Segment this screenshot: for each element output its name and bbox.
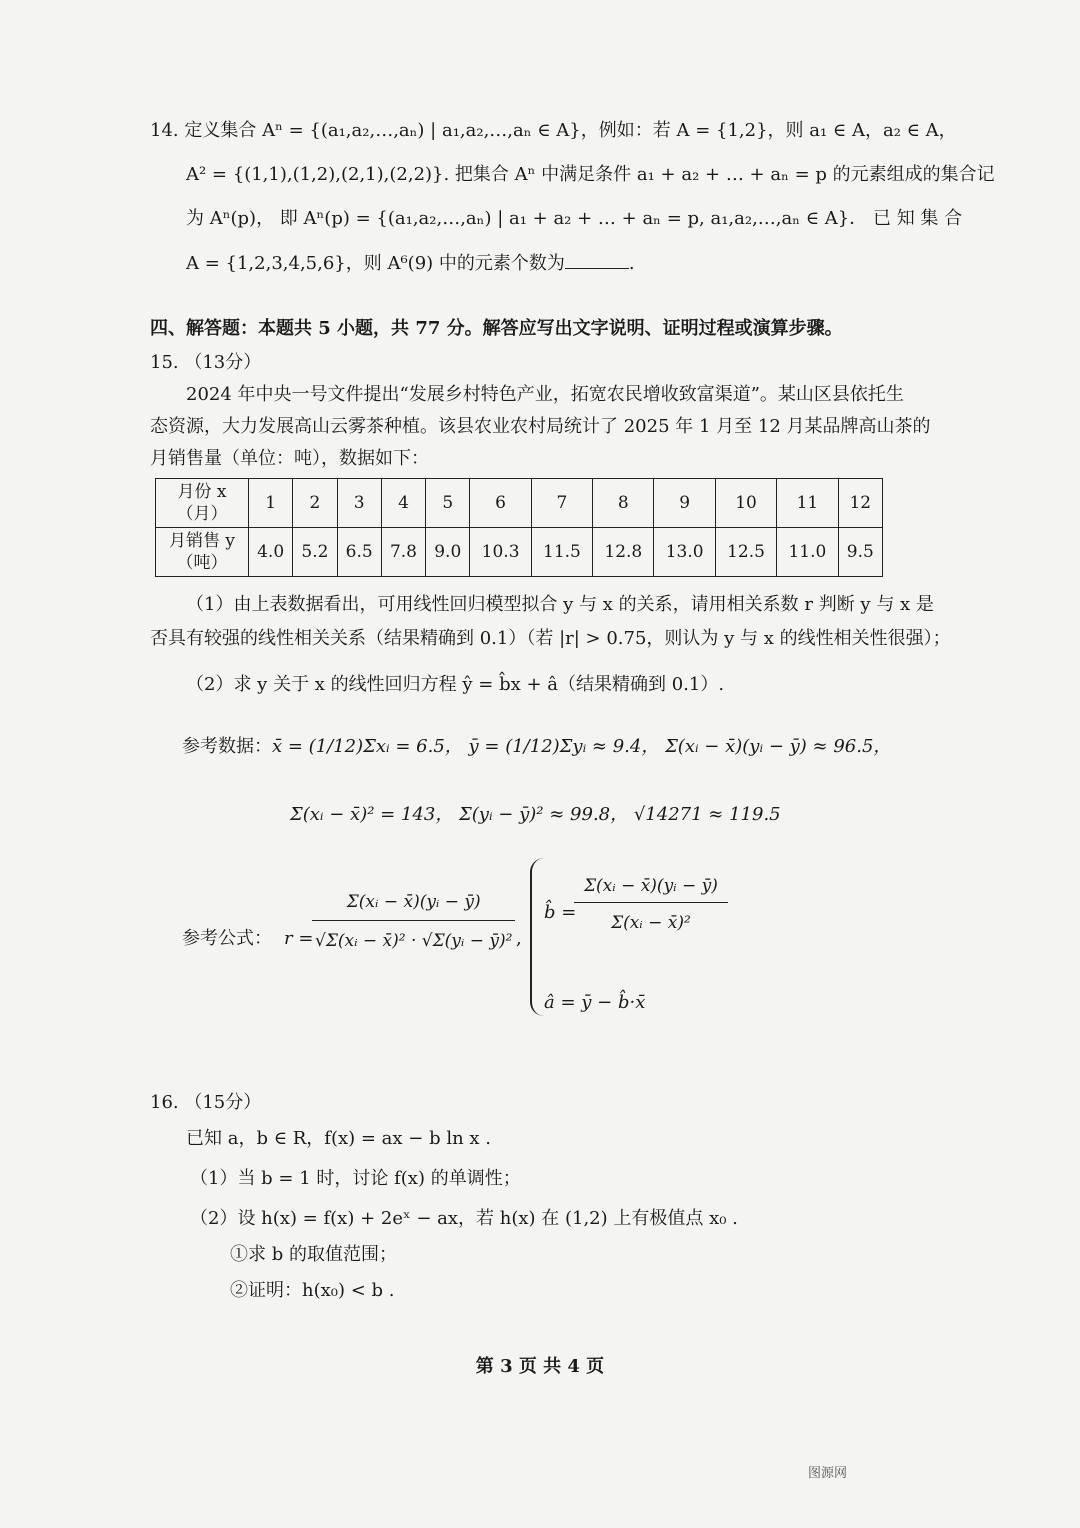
table-head-sales-unit: （吨） bbox=[176, 553, 228, 573]
b-symbol: b̂ = bbox=[544, 902, 577, 923]
sales-cell: 7.8 bbox=[381, 528, 425, 577]
q16-sub1: ①求 b 的取值范围； bbox=[230, 1244, 397, 1265]
a-formula: â = ȳ − b̂·x̄ bbox=[544, 992, 646, 1013]
month-cell: 11 bbox=[777, 479, 838, 528]
q16-part2: （2）设 h(x) = f(x) + 2eˣ − ax，若 h(x) 在 (1,2) 上有极值点 x₀ . bbox=[190, 1208, 738, 1229]
q16-given: 已知 a，b ∈ R，f(x) = ax − b ln x . bbox=[186, 1128, 491, 1149]
q14-line4-text: A = {1,2,3,4,5,6}，则 A⁶(9) 中的元素个数为 bbox=[186, 253, 565, 274]
q16-header: 16. （15分） bbox=[150, 1092, 262, 1113]
formula-label: 参考公式： bbox=[182, 928, 272, 949]
sales-cell: 12.5 bbox=[715, 528, 776, 577]
page-footer: 第 3 页 共 4 页 bbox=[475, 1356, 605, 1377]
r-numerator: Σ(xᵢ − x̄)(yᵢ − ȳ) bbox=[312, 888, 515, 921]
sales-table bbox=[155, 478, 883, 577]
q14-line3: 为 Aⁿ(p)， 即 Aⁿ(p) = {(a₁,a₂,…,aₙ) | a₁ + a₂ + … + aₙ = p, a₁,a₂,…,aₙ ∈ A}． 已 知 集 合 bbox=[186, 208, 963, 229]
q14-line2: A² = {(1,1),(1,2),(2,1),(2,2)}. 把集合 Aⁿ 中满足条件 a₁ + a₂ + … + aₙ = p 的元素组成的集合记 bbox=[186, 164, 995, 185]
sales-cell: 11.5 bbox=[531, 528, 592, 577]
sales-cell: 12.8 bbox=[593, 528, 654, 577]
q15-para1: 2024 年中央一号文件提出“发展乡村特色产业，拓宽农民增收致富渠道”。某山区县依托生 bbox=[186, 384, 904, 405]
table-head-month bbox=[156, 479, 249, 528]
exam-page: 14. 定义集合 Aⁿ = {(a₁,a₂,…,aₙ) | a₁,a₂,…,aₙ ∈ A}，例如：若 A = {1,2}，则 a₁ ∈ A，a₂ ∈ A， A² = {(1,1),(1,2),(2,1),(2,2)}. 把集合 Aⁿ 中满足条件 a₁ + a₂ + … + aₙ = p 的元素组成的集合记 为 Aⁿ(p)， 即 Aⁿ(p) = {(a₁,a₂,…,aₙ) | a₁ + a₂ + … + aₙ = p, a₁,a₂,…,aₙ ∈ A}． 已 知 集 合 A = {1,2,3,4,5,6}，则 A⁶(9) 中的元素个数为 . 四、解答题：本题共 5 小题，共 77 分。解答应写出文字说明、证明过程或演算步骤。 15. （13分） 2024 年中央一号文件提出“发展乡村特色产业，拓宽农民增收致富渠道”。某山区县依托生 态资源，大力发展高山云雾茶种植。该县农业农村局统计了 2025 年 1 月至 12 月某品牌高山茶的 月销售量（单位：吨），数据如下： 月份 x （月） 1 2 3 4 5 6 7 8 9 10 11 12 月销售 y （吨） 4.0 5.2 6.5 7.8 9.0 10.3 11.5 12.8 13.0 12.5 11.0 9.5 （1）由上表数据看出，可用线性回归模型拟合 y 与 x 的关系，请用相关系数 r 判断 y 与 x 是 否具有较强的线性相关关系（结果精确到 0.1）（若 |r| > 0.75，则认为 y 与 x 的线性相关性很强）； （2）求 y 关于 x 的线性回归方程 ŷ = b̂x + â（结果精确到 0.1）. 参考数据：x̄ = (1/12)Σxᵢ = 6.5， ȳ = (1/12)Σyᵢ ≈ 9.4， Σ(xᵢ − x̄)(yᵢ − ȳ) ≈ 96.5， Σ(xᵢ − x̄)² = 143， Σ(yᵢ − ȳ)² ≈ 99.8， √14271 ≈ 119.5 参考公式： r = $\frac{\text{Σ(xᵢ − x̄)(yᵢ − ȳ)}}{\text{√Σ(xᵢ − x̄)² · √Σ(yᵢ − ȳ)²}}$ , b̂ = $\frac{\text{Σ(xᵢ − x̄)(yᵢ − ȳ)}}{\text{Σ(xᵢ − x̄)²}}$ â = ȳ − b̂·x̄ 16. （15分） 已知 a，b ∈ R，f(x) = ax − b ln x . （1）当 b = 1 时，讨论 f(x) 的单调性； （2）设 h(x) = f(x) + 2eˣ − ax，若 h(x) 在 (1,2) 上有极值点 x₀ . ①求 b 的取值范围； ②证明：h(x₀) < b . 第 3 页 共 4 页 图源网 bbox=[0, 0, 1080, 1528]
sales-cell: 9.0 bbox=[426, 528, 470, 577]
b-formula bbox=[574, 872, 728, 933]
month-cell: 10 bbox=[715, 479, 776, 528]
sales-cell: 11.0 bbox=[777, 528, 838, 577]
table-row-sales bbox=[156, 528, 883, 577]
q14-line4: A = {1,2,3,4,5,6}，则 A⁶(9) 中的元素个数为 . bbox=[186, 250, 635, 277]
q16-part1: （1）当 b = 1 时，讨论 f(x) 的单调性； bbox=[190, 1168, 521, 1189]
q16-sub2: ②证明：h(x₀) < b . bbox=[230, 1280, 395, 1301]
q15-part2: （2）求 y 关于 x 的线性回归方程 ŷ = b̂x + â（结果精确到 0.1）. bbox=[186, 674, 725, 695]
month-cell: 12 bbox=[838, 479, 882, 528]
answer-blank bbox=[565, 250, 629, 269]
sales-cell: 10.3 bbox=[470, 528, 531, 577]
month-cell: 2 bbox=[293, 479, 337, 528]
table-head-month-unit: （月） bbox=[176, 504, 228, 524]
section4-title: 四、解答题：本题共 5 小题，共 77 分。解答应写出文字说明、证明过程或演算步骤。 bbox=[150, 318, 843, 339]
table-head-sales bbox=[156, 528, 249, 577]
q15-para3: 月销售量（单位：吨），数据如下： bbox=[150, 448, 429, 469]
month-cell: 3 bbox=[337, 479, 381, 528]
sales-cell: 9.5 bbox=[838, 528, 882, 577]
r-formula bbox=[312, 888, 515, 951]
month-cell: 1 bbox=[249, 479, 293, 528]
ref-data-line2: Σ(xᵢ − x̄)² = 143， Σ(yᵢ − ȳ)² ≈ 99.8， √14271 ≈ 119.5 bbox=[290, 804, 781, 825]
sales-cell: 6.5 bbox=[337, 528, 381, 577]
q15-header: 15. （13分） bbox=[150, 352, 262, 373]
r-denominator: √Σ(xᵢ − x̄)² · √Σ(yᵢ − ȳ)² bbox=[315, 931, 513, 951]
ref-data-label: 参考数据： bbox=[182, 736, 272, 757]
b-denominator: Σ(xᵢ − x̄)² bbox=[611, 913, 691, 933]
month-cell: 9 bbox=[654, 479, 715, 528]
month-cell: 7 bbox=[531, 479, 592, 528]
table-head-sales-label: 月销售 y bbox=[168, 531, 235, 551]
sales-cell: 4.0 bbox=[249, 528, 293, 577]
table-head-month-label: 月份 x bbox=[177, 482, 227, 502]
q14-line1: 14. 定义集合 Aⁿ = {(a₁,a₂,…,aₙ) | a₁,a₂,…,aₙ ∈ A}，例如：若 A = {1,2}，则 a₁ ∈ A，a₂ ∈ A， bbox=[150, 120, 957, 141]
month-cell: 5 bbox=[426, 479, 470, 528]
q15-part1-line1: （1）由上表数据看出，可用线性回归模型拟合 y 与 x 的关系，请用相关系数 r 判断 y 与 x 是 bbox=[186, 594, 934, 615]
sales-cell: 5.2 bbox=[293, 528, 337, 577]
sales-cell: 13.0 bbox=[654, 528, 715, 577]
ref-data-values1: x̄ = (1/12)Σxᵢ = 6.5， ȳ = (1/12)Σyᵢ ≈ 9.4， Σ(xᵢ − x̄)(yᵢ − ȳ) ≈ 96.5， bbox=[272, 736, 892, 757]
q15-part1-line2: 否具有较强的线性相关关系（结果精确到 0.1）（若 |r| > 0.75，则认为 y 与 x 的线性相关性很强）； bbox=[150, 628, 951, 649]
q15-para2: 态资源，大力发展高山云雾茶种植。该县农业农村局统计了 2025 年 1 月至 12 月某品牌高山茶的 bbox=[150, 416, 931, 437]
table-row-months bbox=[156, 479, 883, 528]
r-symbol: r = bbox=[284, 928, 314, 949]
month-cell: 8 bbox=[593, 479, 654, 528]
ref-data-line1 bbox=[182, 734, 891, 760]
watermark: 图源网 bbox=[808, 1466, 848, 1481]
month-cell: 4 bbox=[381, 479, 425, 528]
b-numerator: Σ(xᵢ − x̄)(yᵢ − ȳ) bbox=[574, 872, 728, 903]
month-cell: 6 bbox=[470, 479, 531, 528]
